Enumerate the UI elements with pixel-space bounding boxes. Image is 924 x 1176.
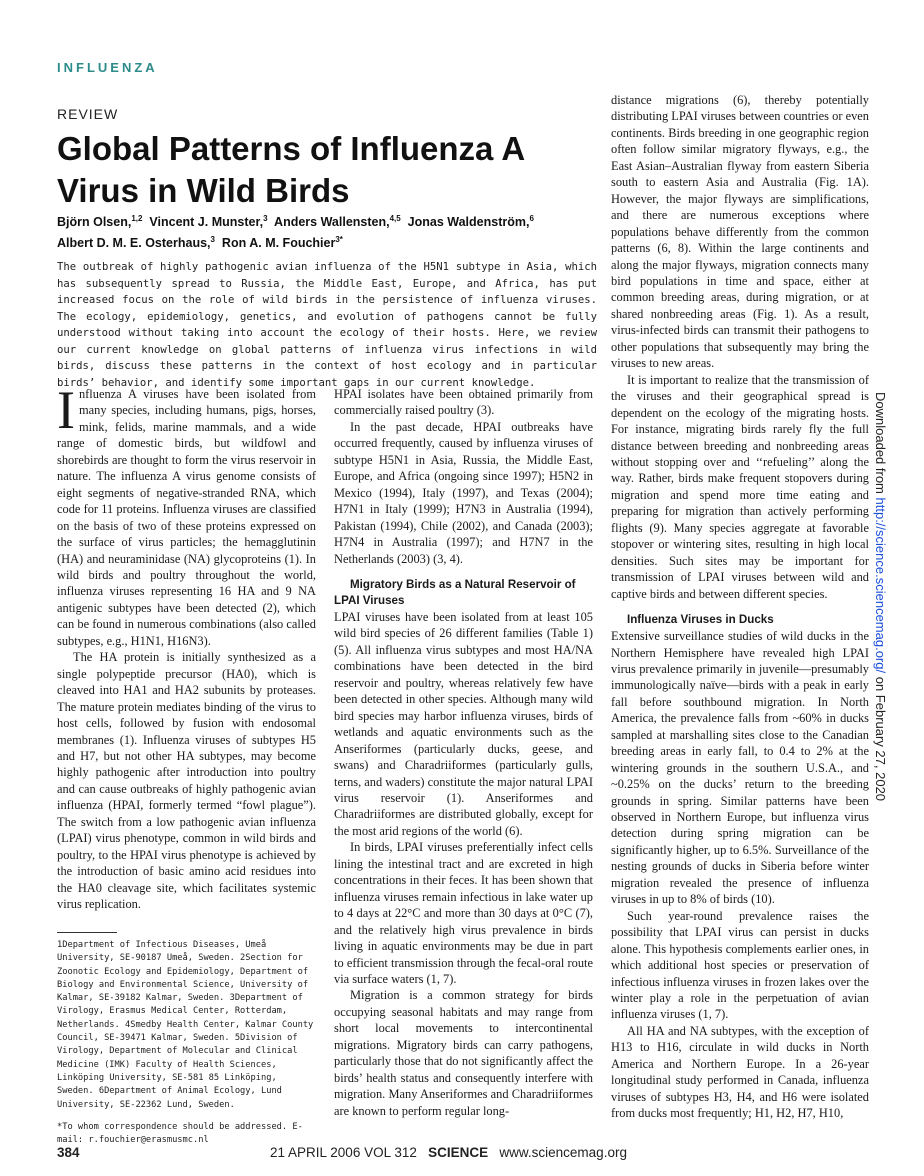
footnote-rule bbox=[57, 932, 117, 933]
download-sidebar bbox=[870, 392, 890, 1082]
paragraph: LPAI viruses have been isolated from at least 105 wild bird species of 26 different families (Table 1) (5). All influenza virus subtypes and most HA/NA combinations have been detected in the bird reservoir and poultry, whereas relatively few have been detected in other species. Although many wild bird species may harbor influenza viruses, birds of wetlands and aquatic environments such as the Anseriformes (particularly ducks, geese, and swans) and Charadriiformes (particularly gulls, terns, and waders) constitute the major natural LPAI virus reservoir (1). Anseriformes and Charadriiformes are distributed globally, except for the most arid regions of the world (6). bbox=[334, 609, 593, 838]
body-column-2 bbox=[334, 386, 593, 1119]
journal-name: SCIENCE bbox=[428, 1145, 489, 1160]
correspondence-note: *To whom correspondence should be addressed. E-mail: r.fouchier@erasmusmc.nl bbox=[57, 1121, 303, 1146]
paragraph: HPAI isolates have been obtained primarily from commercially raised poultry (3). bbox=[334, 387, 593, 418]
author-affiliation: 4,5 bbox=[389, 214, 401, 223]
author-affiliation: 1,2 bbox=[131, 214, 143, 223]
author-list bbox=[57, 210, 597, 252]
download-prefix: Downloaded from bbox=[873, 392, 888, 494]
body-column-3 bbox=[611, 92, 869, 1122]
author: Anders Wallensten, bbox=[274, 215, 390, 230]
paragraph: Such year-round prevalence raises the possibility that LPAI virus can persist in ducks alone. This hypothesis complements earlier ones, in which additional host species or preservation of infectious influenza viruses in frozen lakes over the winter play a role in the perpetuation of avian influenza viruses (1, 7). bbox=[611, 908, 869, 1022]
journal-website[interactable]: www.sciencemag.org bbox=[499, 1145, 627, 1160]
footnotes bbox=[57, 939, 316, 1147]
abstract: The outbreak of highly pathogenic avian influenza of the H5N1 subtype in Asia, which has subsequently spread to Russia, the Middle East, Europe, and Africa, has put increased focus on the role of wild birds in the persistence of influenza viruses. The ecology, epidemiology, genetics, and evolution of pathogens cannot be fully understood without taking into account the ecology of their hosts. Here, we review our current knowledge on global patterns of influenza virus infections in wild birds, discuss these patterns in the context of host ecology and in particular birds’ behavior, and identify some important gaps in our current knowledge. bbox=[57, 261, 597, 389]
section-heading: Influenza Viruses in Ducks bbox=[627, 613, 774, 627]
paragraph: Migration is a common strategy for birds occupying seasonal habitats and may range from short local movements to intercontinental migrations. Migratory birds can carry pathogens, particularly those that do not significantly affect the birds’ health status and consequently interfere with migration. Many Anseriformes and Charadriiformes are known to perform regular long- bbox=[334, 988, 593, 1118]
article-title: Global Patterns of Influenza A Virus in Wild Birds bbox=[57, 130, 524, 209]
download-date: on February 27, 2020 bbox=[873, 676, 888, 802]
paragraph: In birds, LPAI viruses preferentially infect cells lining the intestinal tract and are excreted in high concentrations in their feces. It has been shown that influenza viruses remain infectious in lake water up to 4 days at 22°C and more than 30 days at 0°C (7), and the relatively high virus prevalence in birds living in aquatic environments may be due in part to efficient transmission through the fecal-oral route via surface waters (1, 7). bbox=[334, 840, 593, 986]
paragraph: Influenza A viruses have been isolated from many species, including humans, pigs, horses, mink, felids, marine mammals, and a wide range of domestic birds, but wildfowl and shorebirds are thought to form the virus reservoir in nature. The influenza A virus genome consists of eight segments of negative-stranded RNA, which code for 11 proteins. Influenza viruses are classified on the basis of two of these proteins expressed on the surface of virus particles; the hemagglutinin (HA) and neuraminidase (NA) glycoproteins (1). In wild birds and poultry throughout the world, influenza viruses representing 16 HA and 9 NA antigenic subtypes have been detected (2), which can be found in numerous combinations (also called subtypes, e.g., H1N1, H16N3). bbox=[57, 380, 316, 648]
author: Albert D. M. E. Osterhaus, bbox=[57, 236, 211, 251]
author: Björn Olsen, bbox=[57, 215, 132, 230]
footer-date-volume: 21 APRIL 2006 VOL 312 bbox=[270, 1145, 417, 1160]
section-tag: INFLUENZA bbox=[57, 60, 158, 75]
download-link[interactable]: http://science.sciencemag.org/ bbox=[873, 497, 888, 674]
author: Vincent J. Munster, bbox=[149, 215, 264, 230]
author-affiliation: 3* bbox=[335, 235, 343, 245]
author-affiliation: 3 bbox=[263, 214, 268, 223]
affiliations-note: 1Department of Infectious Diseases, Umeå University, SE-90187 Umeå, Sweden. 2Section for Zoonotic Ecology and Epidemiology, Department of Biology and Environmental Science, University of Kalmar, SE-39182 Kalmar, Sweden. 3Department of Virology, Erasmus Medical Center, Rotterdam, Netherlands. 4Smedby Health Center, Kalmar County Council, SE-39471 Kalmar, Sweden. 5Division of Virology, Department of Molecular and Clinical Medicine (IMK) Faculty of Health Sciences, Linköping University, SE-581 85 Linköping, Sweden. 6Department of Animal Ecology, Lund University, SE-22362 Lund, Sweden. bbox=[57, 940, 314, 1110]
paragraph: The HA protein is initially synthesized as a single polypeptide precursor (HA0), which is cleaved into HA1 and HA2 subunits by proteases. The mature protein mediates binding of the virus to host cells, followed by fusion with endosomal membranes (1). Influenza viruses of subtypes H5 and H7, but not other HA subtypes, may become highly pathogenic after introduction into poultry and can cause outbreaks of highly pathogenic avian influenza (HPAI, formerly termed “fowl plague”). The switch from a low pathogenic avian influenza (LPAI) virus phenotype, common in wild birds and poultry, to the HPAI virus phenotype is achieved by the introduction of basic amino acid residues into the HA0 cleavage site, which facilitates systemic virus replication. bbox=[57, 650, 316, 912]
paragraph: distance migrations (6), thereby potentially distributing LPAI viruses between countries or even continents. Birds breeding in one geographic region often follow similar migratory flyways, e.g., the East Asian–Australian flyway from eastern Siberia south to eastern Asia and Australia (Fig. 1A). However, the major flyways are simplifications, and there are numerous exceptions where populations behave differently from the common patterns (6, 8). Within the large continents and along the major flyways, migration connects many bird populations in time and space, either at common breeding areas, during migration, or at shared nonbreeding areas (Fig. 1). As a result, virus-infected birds can transmit their pathogens to other populations that subsequently may bring the viruses to new areas. bbox=[611, 93, 869, 371]
body-column-1 bbox=[57, 380, 316, 913]
paragraph: Extensive surveillance studies of wild ducks in the Northern Hemisphere have revealed high LPAI virus prevalence primarily in juvenile—presumably immunologically naïve—birds with a peak in early fall before southbound migration. In North America, the prevalence falls from ~60% in ducks sampled at marshalling sites close to the Canadian breeding areas in early fall, to 0.4 to 2% at the wintering grounds in the southern U.S.A., and ~0.25% on the ducks’ return to the breeding grounds in spring. Similar patterns have been observed in Northern Europe, but influenza virus detection during spring migration can be significantly higher, up to 6.5%. Surveillance of the nesting grounds of ducks in Siberia before winter migration revealed the presence of influenza viruses in up to 8% of birds (10). bbox=[611, 629, 869, 907]
drop-cap: I bbox=[57, 380, 75, 440]
section-heading: Migratory Birds as a Natural Reservoir of LPAI Viruses bbox=[334, 577, 576, 607]
author: Jonas Waldenström, bbox=[407, 215, 530, 230]
paragraph: In the past decade, HPAI outbreaks have occurred frequently, caused by influenza viruses of subtype H5N1 in Asia, Russia, the Middle East, Europe, and Africa (ongoing since 1997); H5N2 in Mexico (1994), Italy (1997), and Texas (2004); H7N1 in Italy (1999); H7N3 in Australia (1994), Pakistan (1994), Chile (2002), and Canada (2003); H7N4 in Australia (1997); and H7N7 in the Netherlands (2003) (3, 4). bbox=[334, 419, 593, 566]
article-type: REVIEW bbox=[57, 106, 119, 122]
page-number: 384 bbox=[57, 1145, 80, 1160]
footer-info bbox=[270, 1145, 627, 1160]
author-affiliation: 6 bbox=[529, 214, 534, 223]
paragraph: All HA and NA subtypes, with the exception of H13 to H16, circulate in wild ducks in North America and Northern Europe. In a 26-year longitudinal study performed in Canada, influenza viruses of subtypes H3, H4, and H6 were isolated from ducks most frequently; H1, H2, H7, H10, bbox=[611, 1023, 869, 1121]
author: Ron A. M. Fouchier bbox=[221, 236, 336, 251]
author-affiliation: 3 bbox=[210, 235, 215, 245]
paragraph: It is important to realize that the transmission of the viruses and their geographical spread is dependent on the ecology of the migrating hosts. For instance, migrating birds rarely fly the full distance between breeding and nonbreeding areas without stopping over and ‘‘refueling’’ along the way. Rather, birds make frequent stopovers during migration and spend more time eating and preparing for migration than actively performing flights (9). Many species aggregate at favorable stopover or wintering sites, resulting in high local densities. Such sites may be important for transmission of LPAI viruses between wild and captive birds and between different species. bbox=[611, 372, 869, 601]
